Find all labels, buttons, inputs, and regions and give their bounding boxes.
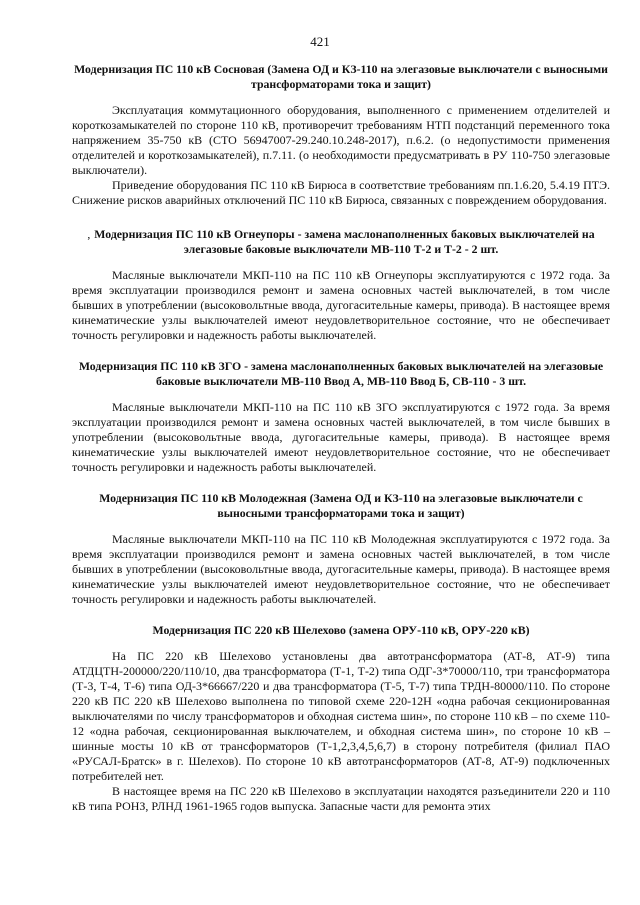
section-heading-molodezhnaya: Модернизация ПС 110 кВ Молодежная (Замена ОД и КЗ-110 на элегазовые выключатели с выносными трансформаторами тока и защит) (99, 491, 583, 520)
section-heading-zgo: Модернизация ПС 110 кВ ЗГО - замена маслонаполненных баковых выключателей на элегазовые баковые выключатели МВ-110 Ввод А, МВ-110 Ввод Б, СВ-110 - 3 шт. (78, 359, 604, 388)
paragraph: На ПС 220 кВ Шелехово установлены два автотрансформатора (АТ-8, АТ-9) типа АТДЦТН-200000/220/110/10, два трансформатора (Т-1, Т-2) типа ОДГ-3*70000/110, три трансформатора (Т-3, Т-4, Т-6) типа ОД-3*66667/220 и два трансформатора (Т-5, Т-7) типа ТРДН-80000/110. По стороне 220 кВ ПС 220 кВ Шелехово выполнена по типовой схеме 220-12Н «одна рабочая секционированная выключателями по числу трансформаторов и обходная система шин», по стороне 110 кВ – по схеме 110-12 «одна рабочая, секционированная выключателем, и обходная система шин», по стороне 10 кВ – шинные мосты 10 кВ от трансформаторов (Т-1,2,3,4,5,6,7) в сторону потребителя (филиал ПАО «РУСАЛ-Братск» в г. Шелехов). По стороне 10 кВ автотрансформаторов (АТ-8, АТ-9) подключенных потребителей нет. (72, 649, 610, 783)
handwritten-mark: , (87, 227, 91, 241)
section-heading-ogneupory: , Модернизация ПС 110 кВ Огнеупоры - замена маслонаполненных баковых выключателей на элегазовые баковые выключатели МВ-110 Т-2 и Т-2 - 2 шт. (87, 227, 595, 256)
paragraph: Эксплуатация коммутационного оборудования, выполненного с применением отделителей и короткозамыкателей по стороне 110 кВ, противоречит требованиям НТП подстанций переменного тока напряжением 35-750 кВ (СТО 56947007-29.240.10.248-2017), п.6.2. (о недопустимости применения отделителей и короткозамыкателей), п.7.11. (о необходимости предусматривать в РУ 110-750 элегазовые выключатели). (72, 103, 610, 177)
paragraph: Масляные выключатели МКП-110 на ПС 110 кВ Молодежная эксплуатируются с 1972 года. За время эксплуатации производился ремонт и замена основных частей выключателей, в том числе бывших в употреблении (высоковольтные ввода, дугогасительные камеры, привода). В настоящее время кинематические узлы выключателей имеют неудовлетворительное состояние, что не обеспечивает точность регулировки и надежность работы выключателей. (72, 532, 610, 606)
page-number: 421 (310, 34, 330, 49)
section-heading-shelekhovo: Модернизация ПС 220 кВ Шелехово (замена ОРУ-110 кВ, ОРУ-220 кВ) (152, 623, 530, 637)
paragraph: В настоящее время на ПС 220 кВ Шелехово в эксплуатации находятся разъединители 220 и 110 кВ типа РОНЗ, РЛНД 1961-1965 годов выпуска. Запасные части для ремонта этих (72, 784, 610, 813)
paragraph: Масляные выключатели МКП-110 на ПС 110 кВ ЗГО эксплуатируются с 1972 года. За время эксплуатации производился ремонт и замена основных частей выключателей, в том числе бывших в употреблении (высоковольтные ввода, дугогасительные камеры, привода). В настоящее время кинематические узлы выключателей имеют неудовлетворительное состояние, что не обеспечивает точность регулировки и надежность работы выключателей. (72, 400, 610, 474)
paragraph: Масляные выключатели МКП-110 на ПС 110 кВ Огнеупоры эксплуатируются с 1972 года. За время эксплуатации производился ремонт и замена основных частей выключателей, в том числе бывших в употреблении (высоковольтные ввода, дугогасительные камеры, привода). В настоящее время кинематические узлы выключателей имеют неудовлетворительное состояние, что не обеспечивает точность регулировки и надежность работы выключателей. (72, 268, 610, 342)
paragraph: Приведение оборудования ПС 110 кВ Бирюса в соответствие требованиям пп.1.6.20, 5.4.19 ПТЭ. Снижение рисков аварийных отключений ПС 110 кВ Бирюса, связанных с повреждением оборудования. (72, 178, 610, 207)
page-content (72, 62, 610, 814)
section-heading-sosnovaya: Модернизация ПС 110 кВ Сосновая (Замена ОД и КЗ-110 на элегазовые выключатели с выносными трансформаторами тока и защит) (74, 62, 608, 91)
